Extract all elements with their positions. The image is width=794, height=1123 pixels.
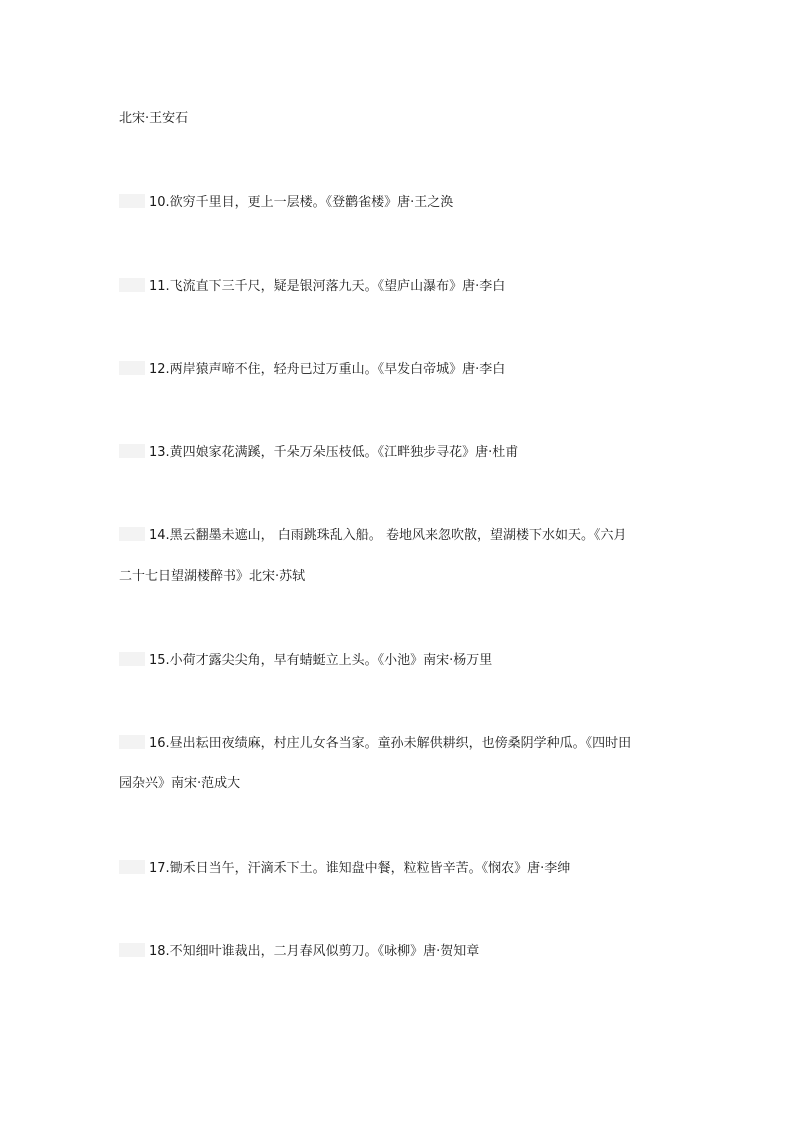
text-line	[119, 569, 305, 585]
text-line	[119, 735, 631, 751]
indent-marker	[119, 278, 145, 292]
text-line	[119, 361, 505, 377]
text-line	[119, 111, 188, 127]
text-line	[119, 652, 492, 668]
line-text: 北宋·王安石	[119, 111, 189, 126]
text-line	[119, 444, 518, 460]
indent-marker	[119, 943, 145, 957]
indent-marker	[119, 860, 145, 874]
indent-marker	[119, 361, 145, 375]
text-line	[119, 527, 626, 543]
line-text: 11.飞流直下三千尺，疑是银河落九天。《望庐山瀑布》唐·李白	[149, 279, 506, 294]
line-text: 17.锄禾日当午，汗滴禾下土。谁知盘中餐，粒粒皆辛苦。《悯农》唐·李绅	[149, 861, 571, 876]
text-line	[119, 776, 240, 792]
line-text: 15.小荷才露尖尖角，早有蜻蜓立上头。《小池》南宋·杨万里	[149, 653, 493, 668]
text-line	[119, 278, 505, 294]
line-text: 12.两岸猿声啼不住，轻舟已过万重山。《早发白帝城》唐·李白	[149, 362, 506, 377]
text-line	[119, 860, 570, 876]
line-text: 园杂兴》南宋·范成大	[119, 776, 241, 791]
indent-marker	[119, 652, 145, 666]
text-line	[119, 194, 453, 210]
line-text: 16.昼出耘田夜绩麻，村庄儿女各当家。童孙未解供耕织，也傍桑阴学种瓜。《四时田	[149, 736, 632, 751]
line-text: 10.欲穷千里目，更上一层楼。《登鹳雀楼》唐·王之涣	[149, 195, 454, 210]
indent-marker	[119, 194, 145, 208]
line-text: 14.黑云翻墨未遮山， 白雨跳珠乱入船。 卷地风来忽吹散，望湖楼下水如天。《六月	[149, 528, 627, 543]
indent-marker	[119, 444, 145, 458]
line-text: 13.黄四娘家花满蹊，千朵万朵压枝低。《江畔独步寻花》唐·杜甫	[149, 445, 519, 460]
indent-marker	[119, 735, 145, 749]
text-line	[119, 943, 479, 959]
indent-marker	[119, 527, 145, 541]
line-text: 二十七日望湖楼醉书》北宋·苏轼	[119, 569, 306, 584]
line-text: 18.不知细叶谁裁出，二月春风似剪刀。《咏柳》唐·贺知章	[149, 944, 480, 959]
